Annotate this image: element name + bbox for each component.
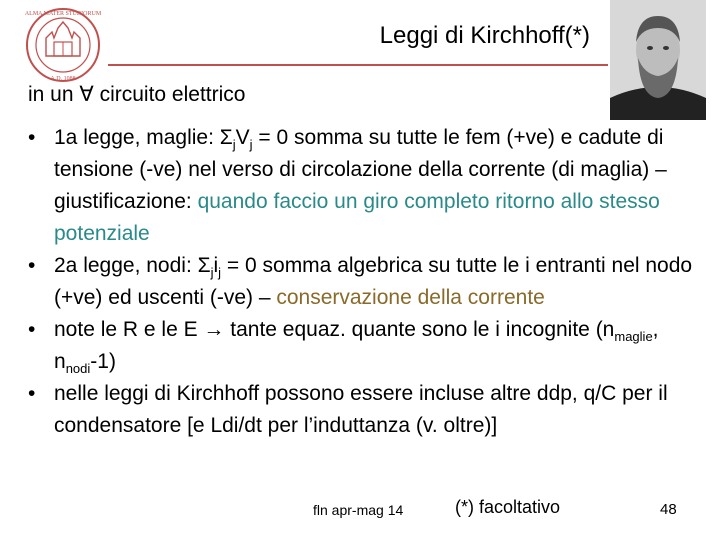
bullet-dot: • [28,382,36,405]
university-seal-logo [24,6,102,84]
footer-note: (*) facoltativo [455,497,561,517]
footer-author: fln apr-mag 14 [313,502,404,518]
page-number: 48 [660,501,677,518]
bullet-dot: • [28,126,36,149]
svg-text:A.D. 1088: A.D. 1088 [50,76,76,82]
highlight-text: quando faccio un giro completo ritorno allo stesso potenziale [54,190,660,245]
bullet-item: • 1a legge, maglie: $\Sigma_jV_j = 0$ somma su tutte le fem (+ve) e cadute di tensione (-ve) nel verso di circolazione della corrente (di maglia) – giustificazione: quando faccio un giro completo ritorno allo stesso potenziale [28,122,698,250]
portrait-photo [610,0,706,120]
svg-text:ALMA MATER STUDIORUM: ALMA MATER STUDIORUM [24,11,102,17]
bullet-list [28,122,698,442]
subtitle: in un ∀ circuito elettrico [28,83,246,106]
bullet-item: • 2a legge, nodi: $\Sigma_ji_j = 0$ somma algebrica su tutte le i entranti nel nodo (+ve) ed uscenti (-ve) – conservazione della corrente [28,250,698,314]
bullet-dot: • [28,254,36,277]
bullet-dot: • [28,318,36,341]
title-underline [108,64,608,66]
bullet-item: • nelle leggi di Kirchhoff possono essere incluse altre ddp, q/C per il condensatore [e Ldi/dt per l’induttanza (v. oltre)] [28,378,698,442]
highlight-text: conservazione della corrente [276,286,545,309]
slide-title: Leggi di Kirchhoff(*) [379,22,590,49]
bullet-item: • note le R e le E → tante equaz. quante sono le i incognite ($n_{maglie}$, $n_{nodi}-1$) [28,314,698,378]
